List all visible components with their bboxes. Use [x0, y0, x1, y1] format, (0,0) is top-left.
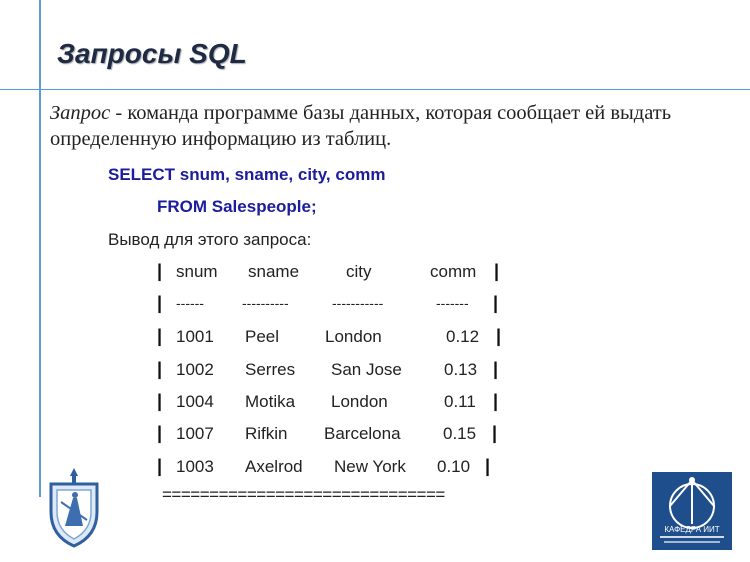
- table-cell: 0.11: [444, 392, 476, 411]
- right-logo-text: КАФЕДРА ИИТ: [664, 525, 720, 534]
- table-border-right: |: [493, 391, 499, 411]
- horizontal-accent-line: [0, 89, 750, 90]
- table-border-right: |: [485, 456, 491, 476]
- header-city: city: [346, 262, 372, 281]
- table-separator: ==============================: [162, 485, 445, 504]
- table-cell: Axelrod: [245, 457, 303, 476]
- table-cell: London: [325, 327, 382, 346]
- dash-city: -----------: [332, 295, 384, 311]
- table-cell: Barcelona: [324, 424, 401, 443]
- university-crest-icon: [43, 466, 105, 548]
- table-cell: 1007: [176, 424, 214, 443]
- table-cell: 1001: [176, 327, 214, 346]
- table-border-right: |: [494, 261, 500, 281]
- table-cell: London: [331, 392, 388, 411]
- table-border-left: |: [157, 456, 163, 476]
- table-cell: 0.15: [443, 424, 477, 443]
- table-border-right: |: [492, 423, 498, 443]
- slide-title: Запросы SQL: [57, 38, 247, 69]
- sql-from-line: FROM Salespeople;: [157, 197, 317, 216]
- table-cell: 1002: [176, 360, 214, 379]
- table-cell: Serres: [245, 360, 296, 379]
- department-emblem-icon: [652, 472, 732, 550]
- dash-snum: ------: [176, 295, 204, 311]
- table-cell: 1003: [176, 457, 214, 476]
- sql-select-line: SELECT snum, sname, city, comm: [108, 165, 386, 184]
- output-label: Вывод для этого запроса:: [108, 230, 312, 249]
- table-border-left: |: [157, 293, 163, 313]
- table-cell: Peel: [245, 327, 280, 346]
- table-border-right: |: [493, 359, 499, 379]
- table-border-left: |: [157, 261, 163, 281]
- table-cell: 0.10: [437, 457, 471, 476]
- table-border-right: |: [496, 326, 502, 346]
- intro-text: - команда программе базы данных, которая сообщает ей выдать определенную информацию из таблиц.: [50, 102, 672, 150]
- vertical-accent-line: [39, 0, 41, 497]
- table-cell: 0.12: [446, 327, 480, 346]
- table-border-right: |: [493, 293, 499, 313]
- table-border-left: |: [157, 391, 163, 411]
- table-cell: Rifkin: [245, 424, 288, 443]
- table-border-left: |: [157, 359, 163, 379]
- table-border-left: |: [157, 423, 163, 443]
- table-cell: 0.13: [444, 360, 478, 379]
- table-border-left: |: [157, 326, 163, 346]
- header-sname: sname: [248, 262, 300, 281]
- table-cell: New York: [334, 457, 406, 476]
- header-snum: snum: [176, 262, 218, 281]
- dash-comm: -------: [436, 295, 469, 311]
- header-comm: comm: [430, 262, 477, 281]
- dash-sname: ----------: [242, 295, 289, 311]
- table-cell: San Jose: [331, 360, 402, 379]
- intro-term: Запрос: [50, 102, 111, 124]
- intro-paragraph: [50, 100, 740, 152]
- table-cell: 1004: [176, 392, 214, 411]
- table-cell: Motika: [245, 392, 296, 411]
